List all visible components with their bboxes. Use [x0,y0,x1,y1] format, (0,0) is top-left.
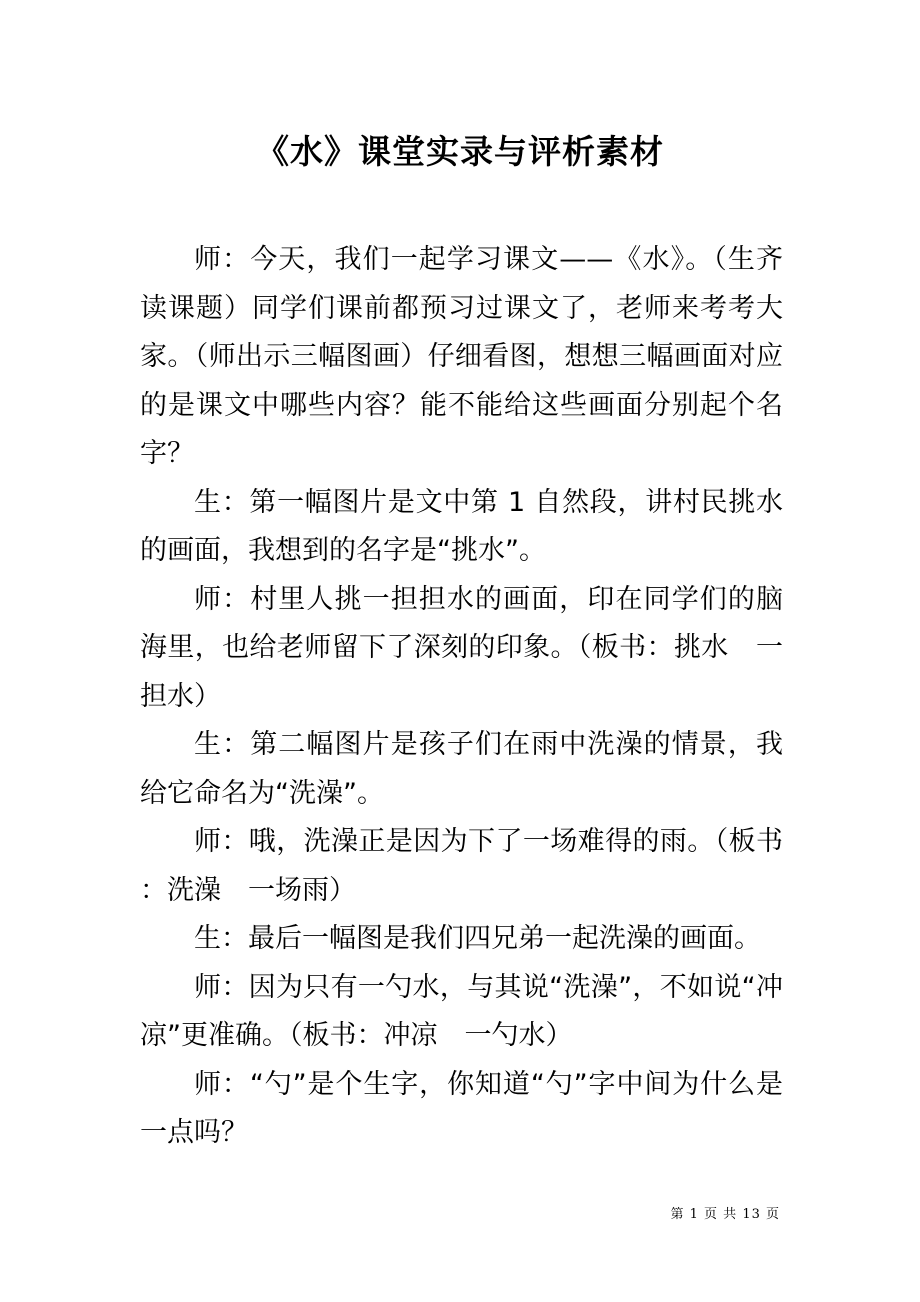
paragraph-8: 师：“勺”是个生字，你知道“勺”字中间为什么是一点吗？ [140,1068,783,1148]
paragraph-4: 生：第二幅图片是孩子们在雨中洗澡的情景，我给它命名为“洗澡”。 [140,729,783,809]
paragraph-1: 师：今天，我们一起学习课文——《水》。（生齐读课题）同学们课前都预习过课文了，老师来考考大家。（师出示三幅图画）仔细看图，想想三幅画面对应的是课文中哪些内容？能不能给这些画面分别起个名字？ [140,244,783,469]
paragraph-2: 生：第一幅图片是文中第 1 自然段，讲村民挑水的画面，我想到的名字是“挑水”。 [140,486,783,566]
paragraph-6: 生：最后一幅图是我们四兄弟一起洗澡的画面。 [194,923,761,954]
paragraph-3: 师：村里人挑一担担水的画面，印在同学们的脑海里，也给老师留下了深刻的印象。（板书：挑水 一担水） [140,583,783,712]
page-number-footer: 第 1 页 共 13 页 [670,1207,780,1222]
paragraph-7: 师：因为只有一勺水，与其说“洗澡”，不如说“冲凉”更准确。（板书：冲凉 一勺水） [140,971,783,1051]
document-title: 《水》课堂实录与评析素材 [256,132,664,171]
document-body [140,236,783,1158]
paragraph-5: 师：哦，洗澡正是因为下了一场难得的雨。（板书：洗澡 一场雨） [140,826,783,906]
